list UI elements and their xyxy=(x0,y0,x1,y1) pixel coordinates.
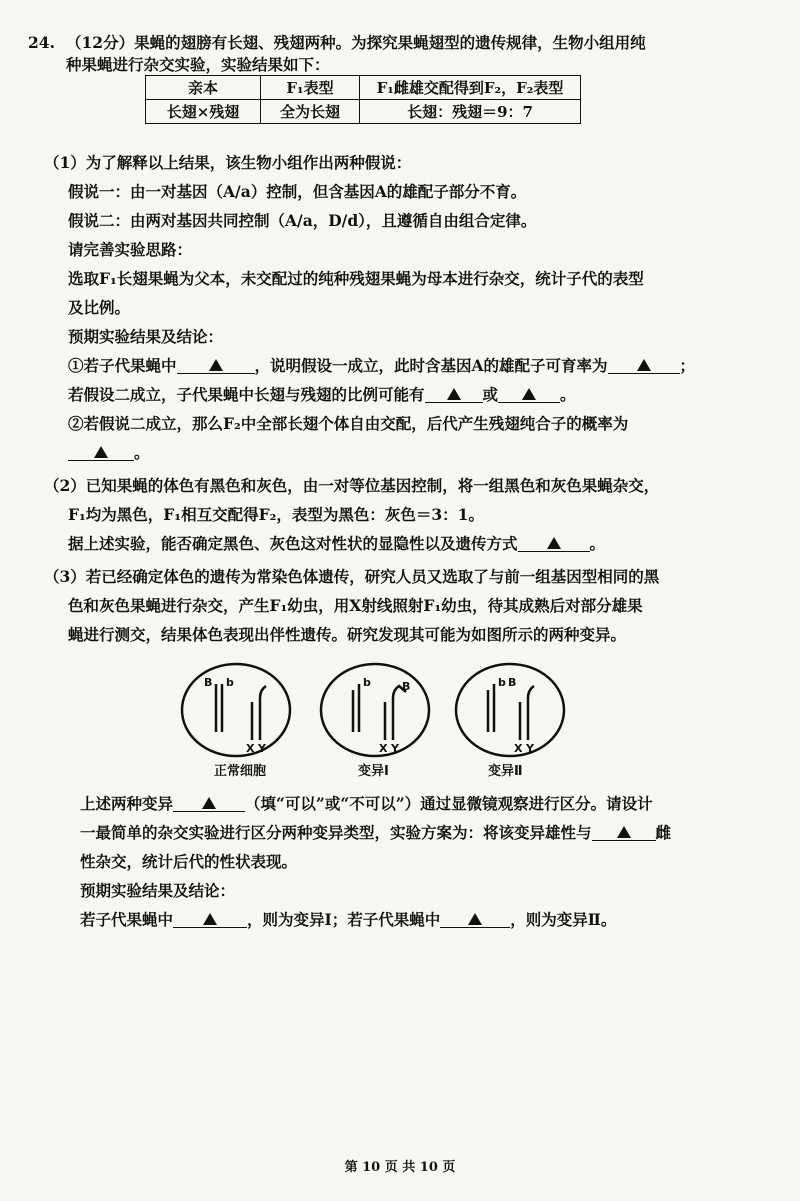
answer-blank[interactable] xyxy=(173,909,247,928)
hypothesis-two: 假说二：由两对基因共同控制（A/a，D/d），且遵循自由组合定律。 xyxy=(68,211,537,230)
answer-blank[interactable] xyxy=(68,442,134,461)
part3-line8 xyxy=(80,909,616,931)
table-cell: 全为长翅 xyxy=(261,100,360,124)
sex-chromosome-label: X xyxy=(246,742,255,755)
result-text: ，说明假设一成立，此时含基因A的雄配子可育率为 xyxy=(254,356,608,375)
part3-heading: （3）若已经确定体色的遗传为常染色体遗传，研究人员又选取了与前一组基因型相同的黑 xyxy=(44,567,660,586)
sex-chromosome-label: X xyxy=(379,742,388,755)
part3-line5 xyxy=(80,822,671,844)
table-header-cell: F₁雌雄交配得到F₂，F₂表型 xyxy=(360,76,581,100)
gene-label: b xyxy=(363,676,371,689)
figure-caption: 正常细胞 xyxy=(214,764,267,779)
part1-heading: （1）为了解释以上结果，该生物小组作出两种假说： xyxy=(44,153,412,172)
result-line-2 xyxy=(68,384,576,406)
part3-line7: 预期实验结果及结论： xyxy=(80,881,236,900)
part2-text: 据上述实验，能否确定黑色、灰色这对性状的显隐性以及遗传方式 xyxy=(68,534,518,553)
triangle-marker-icon xyxy=(522,388,536,400)
part3-text: 雌 xyxy=(655,823,672,842)
part3-text: 上述两种变异 xyxy=(80,794,174,813)
part3-text: 若子代果蝇中 xyxy=(80,910,174,929)
page-footer: 第 10 页 共 10 页 xyxy=(344,1160,456,1175)
triangle-marker-icon xyxy=(202,797,216,809)
part3-text: ，则为变异Ⅰ；若子代果蝇中 xyxy=(247,910,441,929)
sex-chromosome-label: Y xyxy=(526,742,534,755)
result-line-4 xyxy=(68,442,150,464)
table-header-row xyxy=(146,76,581,100)
experiment-prompt: 请完善实验思路： xyxy=(68,240,193,259)
part3-line4 xyxy=(80,793,653,815)
figure-caption: 变异Ⅱ xyxy=(488,764,523,779)
part2-heading: （2）已知果蝇的体色有黑色和灰色，由一对等位基因控制，将一组黑色和灰色果蝇杂交， xyxy=(44,476,660,495)
result-text: ①若子代果蝇中 xyxy=(68,356,177,375)
sex-chromosome-label: X xyxy=(514,742,523,755)
part3-text: ，则为变异Ⅱ。 xyxy=(510,910,617,929)
gene-label: b xyxy=(226,676,234,689)
results-table xyxy=(145,75,581,124)
hypothesis-one: 假说一：由一对基因（A/a）控制，但含基因A的雄配子部分不育。 xyxy=(68,182,527,201)
triangle-marker-icon xyxy=(468,913,482,925)
triangle-marker-icon xyxy=(547,537,561,549)
result-line-3: ②若假说二成立，那么F₂中全部长翅个体自由交配，后代产生残翅纯合子的概率为 xyxy=(68,414,629,433)
answer-blank[interactable] xyxy=(173,793,245,812)
result-text: ； xyxy=(679,356,696,375)
table-header-cell: 亲本 xyxy=(146,76,261,100)
triangle-marker-icon xyxy=(617,826,631,838)
question-intro-line1: （12分）果蝇的翅膀有长翅、残翅两种。为探究果蝇翅型的遗传规律，生物小组用纯 xyxy=(66,33,646,52)
answer-blank[interactable] xyxy=(440,909,510,928)
part2-text: 。 xyxy=(589,534,606,553)
part3-text: 一最简单的杂交实验进行区分两种变异类型，实验方案为：将该变异雄性与 xyxy=(80,823,592,842)
part3-text: （填“可以”或“不可以”）通过显微镜观察进行区分。请设计 xyxy=(245,794,653,813)
triangle-marker-icon xyxy=(447,388,461,400)
cell-outline xyxy=(182,664,290,756)
chromosome-y xyxy=(260,686,266,740)
triangle-marker-icon xyxy=(203,913,217,925)
part3-line6: 性杂交，统计后代的性状表现。 xyxy=(80,852,298,871)
part2-line2: F₁均为黑色，F₁相互交配得F₂，表型为黑色：灰色＝3：1。 xyxy=(68,505,484,524)
chromosome-y xyxy=(528,686,534,740)
gene-label: B xyxy=(508,676,517,689)
answer-blank[interactable] xyxy=(425,384,483,403)
cell-outline xyxy=(321,664,429,756)
answer-blank[interactable] xyxy=(592,822,656,841)
result-line-1 xyxy=(68,355,695,377)
figure-caption: 变异Ⅰ xyxy=(358,764,389,779)
result-text: 。 xyxy=(134,443,150,462)
part3-line3: 蝇进行测交，结果体色表现出伴性遗传。研究发现其可能为如图所示的两种变异。 xyxy=(68,625,627,644)
part3-line2: 色和灰色果蝇进行杂交，产生F₁幼虫，用X射线照射F₁幼虫，待其成熟后对部分雄果 xyxy=(68,596,643,615)
result-text: 。 xyxy=(560,385,576,404)
expected-results-heading: 预期实验结果及结论： xyxy=(68,327,224,346)
gene-label: B xyxy=(204,676,213,689)
chromosome-y xyxy=(393,686,406,740)
result-text: 或 xyxy=(482,385,499,404)
part2-line3 xyxy=(68,533,605,555)
triangle-marker-icon xyxy=(637,359,651,371)
answer-blank[interactable] xyxy=(177,355,255,374)
triangle-marker-icon xyxy=(94,446,108,458)
answer-blank[interactable] xyxy=(518,533,590,552)
table-cell: 长翅：残翅＝9：7 xyxy=(360,100,581,124)
sex-chromosome-label: Y xyxy=(391,742,399,755)
answer-blank[interactable] xyxy=(498,384,560,403)
answer-blank[interactable] xyxy=(608,355,680,374)
experiment-design-line1: 选取F₁长翅果蝇为父本，未交配过的纯种残翅果蝇为母本进行杂交，统计子代的表型 xyxy=(68,269,644,288)
question-number: 24. xyxy=(28,33,55,52)
result-text: 若假设二成立，子代果蝇中长翅与残翅的比例可能有 xyxy=(68,385,425,404)
table-row xyxy=(146,100,581,124)
triangle-marker-icon xyxy=(209,359,223,371)
gene-label: B xyxy=(402,680,411,693)
question-intro-line2: 种果蝇进行杂交实验，实验结果如下： xyxy=(66,55,330,74)
chromosome-figure xyxy=(170,662,630,762)
table-cell: 长翅×残翅 xyxy=(146,100,261,124)
gene-label: b xyxy=(498,676,506,689)
table-header-cell: F₁表型 xyxy=(261,76,360,100)
experiment-design-line2: 及比例。 xyxy=(68,298,131,317)
sex-chromosome-label: Y xyxy=(258,742,266,755)
